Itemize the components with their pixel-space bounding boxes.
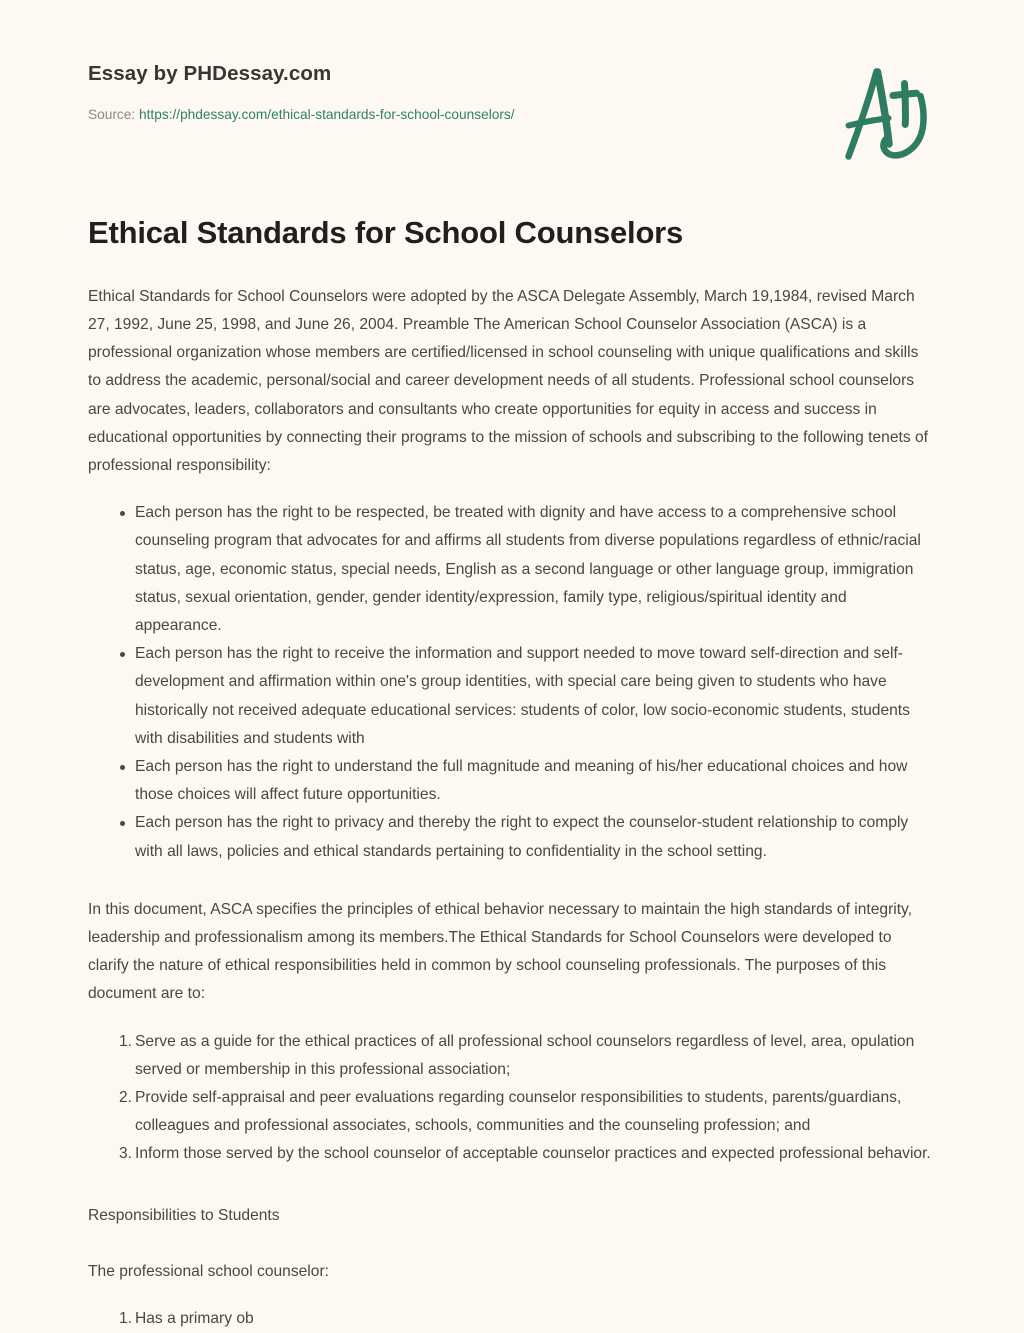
list-item: Each person has the right to privacy and thereby the right to expect the counselor-student relationship to comply with all laws, policies and ethical standards pertaining to confidentiality in the school setting. — [88, 809, 933, 865]
source-line — [88, 106, 936, 124]
brand-title: Essay by PHDessay.com — [88, 62, 332, 85]
responsibilities-list — [88, 1305, 933, 1333]
page-header — [88, 0, 936, 122]
list-item: Has a primary ob — [135, 1310, 254, 1328]
tenets-list — [88, 499, 933, 866]
list-item: Each person has the right to understand the full magnitude and meaning of his/her educational choices and how those choices will affect future opportunities. — [88, 753, 933, 809]
page-title: Ethical Standards for School Counselors — [88, 215, 684, 250]
source-url-link[interactable]: https://phdessay.com/ethical-standards-for-school-counselors/ — [138, 106, 515, 122]
purpose-paragraph: In this document, ASCA specifies the principles of ethical behavior necessary to maintain the high standards of integrity, leadership and professionalism among its members.The Ethical Standards for School Counselors were developed to clarify the nature of ethical responsibilities held in common by school counseling professionals. The purposes of this document are to: — [88, 900, 913, 1003]
list-item: Inform those served by the school counselor of acceptable counselor practices and expected professional behavior. — [135, 1145, 931, 1163]
list-item: Serve as a guide for the ethical practices of all professional school counselors regardless of level, area, opulation served or membership in this professional association; — [135, 1032, 915, 1078]
list-item: Provide self-appraisal and peer evaluations regarding counselor responsibilities to students, parents/guardians, colleagues and professional associates, schools, communities and the counseling profession; and — [135, 1089, 902, 1135]
list-item: Each person has the right to be respected, be treated with dignity and have access to a comprehensive school counseling program that advocates for and affirms all students from diverse populations regardless of ethnic/racial status, age, economic status, special needs, English as a second language or other language group, immigration status, sexual orientation, gender, gender identity/expression, family type, religious/spiritual identity and appearance. — [88, 499, 933, 640]
responsibilities-lead-in: The professional school counselor: — [88, 1262, 329, 1280]
intro-paragraph: Ethical Standards for School Counselors were adopted by the ASCA Delegate Assembly, March 19,1984, revised March 27, 1992, June 25, 1998, and June 26, 2004. Preamble The American School Counselor Association (ASCA) is a professional organization whose members are certified/licensed in school counseling with unique qualifications and skills to address the academic, personal/social and career development needs of all students. Professional school counselors are advocates, leaders, collaborators and consultants who create opportunities for equity in access and success in educational opportunities by connecting their programs to the mission of schools and subscribing to the following tenets of professional responsibility: — [88, 287, 928, 474]
section-heading-responsibilities: Responsibilities to Students — [88, 1206, 280, 1224]
source-label: Source: — [88, 106, 136, 122]
a-plus-logo-icon — [824, 55, 944, 175]
purposes-list — [88, 1028, 933, 1169]
list-item: Each person has the right to receive the information and support needed to move toward self-direction and self-development and affirmation within one's group identities, with special care being given to students who have historically not received adequate educational services: students of color, low socio-economic students, students with disabilities and students with — [88, 640, 933, 753]
